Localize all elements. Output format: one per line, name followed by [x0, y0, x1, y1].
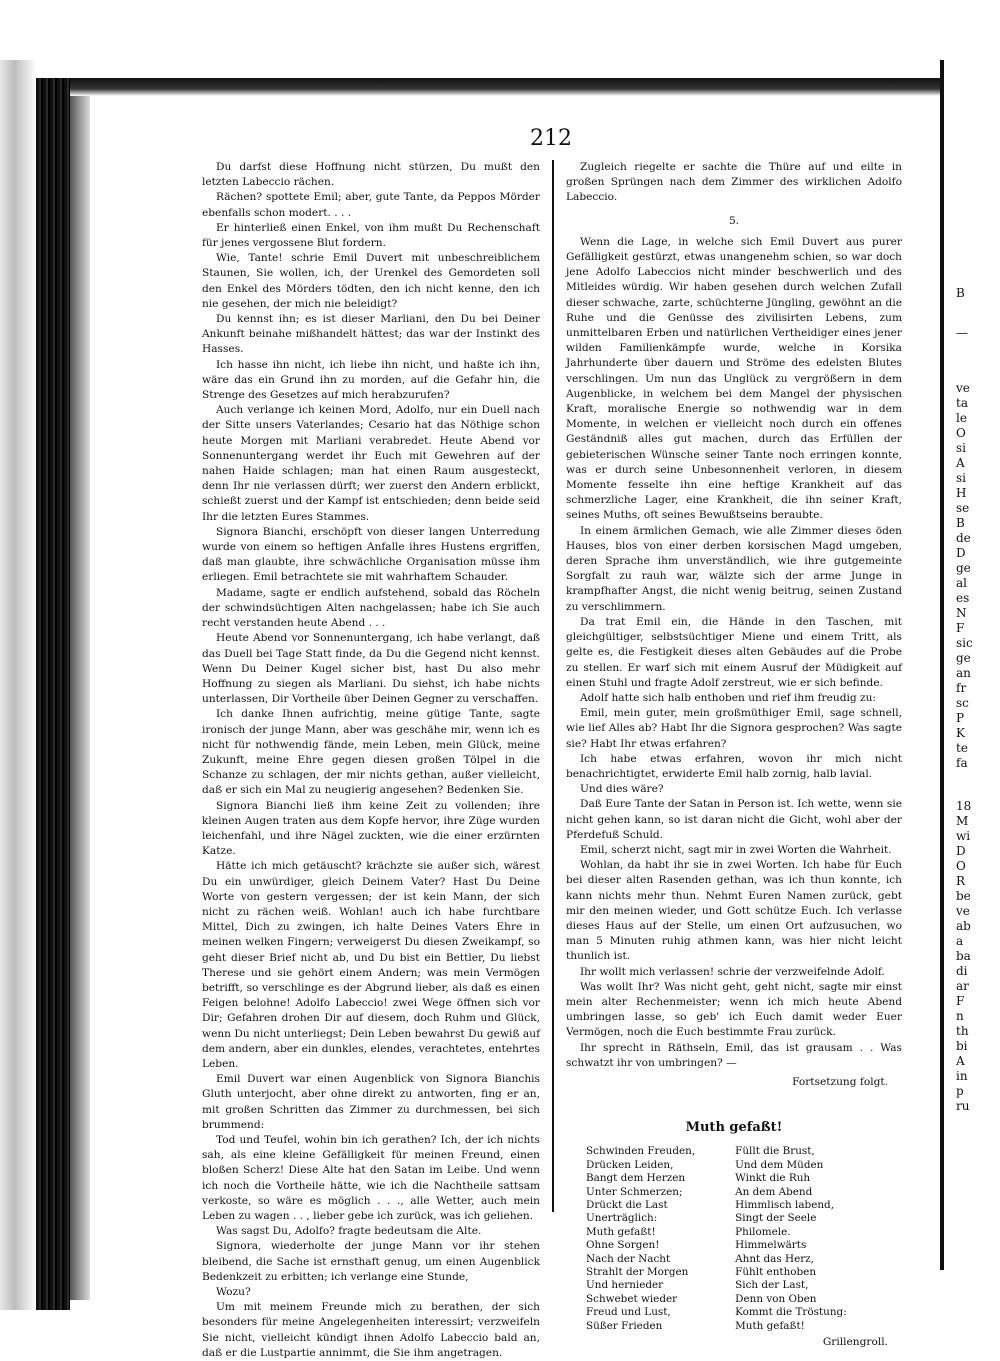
- poem-right-stanza: [735, 1145, 847, 1333]
- right-paragraph: Ich habe etwas erfahren, wovon ihr mich nicht benachrichtigtet, erwiderte Emil halb zornig, halb lavial.: [566, 752, 902, 780]
- left-paragraph: Du darfst diese Hoffnung nicht stürzen, Du mußt den letzten Labeccio rächen.: [202, 161, 540, 189]
- adjacent-page-fragment: fa: [956, 756, 968, 770]
- adjacent-page-fragment: D: [956, 546, 966, 560]
- adjacent-page-fragment: si: [956, 441, 966, 455]
- adjacent-page-fragment: ab: [956, 919, 971, 933]
- poem-line: Ohne Sorgen!: [586, 1239, 660, 1252]
- right-paragraph: Wenn die Lage, in welche sich Emil Duvert aus purer Gefälligkeit gestürzt, etwas unangenehm schien, so war doch jene Adolfo Labeccios nicht minder beschwerlich und des Mitleides würdig. Wir haben gesehen durch welchen Zufall dieser schwache, zarte, schüchterne Jüngling, gewöhnt an die Ruhe und die Genüsse des zivilisirten Lebens, zum unmittelbaren Erben und natürlichen Vertheidiger eines jener wilden Familienkämpfe wurde, welche in Korsika Jahrhunderte über dauern und Ströme des edelsten Blutes verschlingen. Um nun das Unglück zu vergrößern in dem Augenblicke, in welchem bei dem Mangel der physischen Kraft, moralische Energie so nothwendig war in dem Momente, in welchen er vielleicht noch durch ein offenes Geständniß alles gut machen, durch das Erfüllen der gebieterischen Wünsche seiner Tante noch erringen konnte, was er durch seine Unbesonnenheit verloren, in diesem Momente fesselte ihn eine heftige Krankheit auf das schmerzliche Lager, eine Krankheit, die ihn seiner Kraft, seines Muths, oft seines Bewußtseins beraubte.: [566, 235, 902, 522]
- poem-line: Singt der Seele: [735, 1212, 817, 1225]
- poem-line: Kommt die Tröstung:: [735, 1306, 847, 1319]
- adjacent-page-fragment: le: [956, 411, 967, 425]
- adjacent-page-fragment: ge: [956, 561, 971, 575]
- left-paragraph: Rächen? spottete Emil; aber, gute Tante, da Peppos Mörder ebenfalls schon modert. . . .: [202, 191, 540, 219]
- right-paragraph: Emil, mein guter, mein großmüthiger Emil, sage schnell, wie lief Alles ab? Habt Ihr die Signora gesprochen? Was sagte sie? Habt Ihr etwas erfahren?: [566, 707, 902, 750]
- adjacent-page-fragment: es: [956, 591, 970, 605]
- poem: [566, 1145, 902, 1333]
- adjacent-page-fragment: O: [956, 859, 966, 873]
- top-border-band: [70, 78, 942, 96]
- adjacent-page-fragment: K: [956, 726, 965, 740]
- adjacent-page-fragment: ve: [956, 904, 970, 918]
- poem-line: Strahlt der Morgen: [586, 1266, 689, 1279]
- adjacent-page-fragment: te: [956, 741, 968, 755]
- poem-line: Ahnt das Herz,: [735, 1252, 814, 1265]
- adjacent-page-fragment: sc: [956, 696, 969, 710]
- left-paragraph: Auch verlange ich keinen Mord, Adolfo, nur ein Duell nach der Sitte unsers Vaterlandes; Cesario hat das Nöthige schon heute Morgen mit Marliani verabredet. Heute Abend vor Sonnenuntergang werdet ihr Euch mit Gewehren auf der nahen Haide schlagen; man hat einen Raum ausgesteckt, denn Ihr nie verlassen dürft; wer zuerst den Andern erblickt, schießt zuerst und der Kampf ist entschieden; denn beide seid Ihr die letzten Eures Stammes.: [202, 404, 540, 523]
- adjacent-page-fragment: A: [956, 1054, 965, 1068]
- poem-line: Himmlisch labend,: [735, 1199, 835, 1212]
- left-paragraph: Wie, Tante! schrie Emil Duvert mit unbeschreiblichem Staunen, Sie wollen, ich, der Urenkel des Gemordeten soll den Enkel des Mörders tödten, den ich nicht kenne, den ich nie gesehen, der mich nie beleidigt?: [202, 252, 540, 310]
- right-paragraph: Wohlan, da habt ihr sie in zwei Worten. Ich habe für Euch bei dieser alten Rasenden gethan, was ich thun konnte, ich kann nichts mehr thun. Nehmt Euren Namen zurück, gebt mir den meinen wieder, und Gott schütze Euch. Ich verlasse dieses Haus auf der Stelle, um einen Ort aufzusuchen, wo man 5 Minuten ruhig athmen kann, was hier nicht leicht thunlich ist.: [566, 859, 902, 963]
- adjacent-page-fragment: sic: [956, 636, 973, 650]
- adjacent-page-fragment: ba: [956, 949, 971, 963]
- adjacent-page-fragment: se: [956, 501, 970, 515]
- column-divider: [552, 160, 554, 1212]
- adjacent-page-fragment: di: [956, 964, 968, 978]
- adjacent-page-fragment: F: [956, 621, 965, 635]
- left-paragraph: Tod und Teufel, wohin bin ich gerathen? Ich, der ich nichts sah, als eine kleine Gefälligkeit für meinen Freund, einen bloßen Scherz! Diese Alte hat den Satan im Leibe. Und wenn ich noch die Vortheile hätte, wie ich die Nachtheile sattsam verkoste, so wäre es möglich . . ., alle Wetter, auch mein Leben zu wagen . . , lieber gebe ich zurück, was ich geliehen.: [202, 1134, 540, 1223]
- adjacent-page-fragment: M: [956, 814, 969, 828]
- poem-line: Denn von Oben: [735, 1292, 817, 1305]
- adjacent-page-fragment: n: [956, 1009, 964, 1023]
- adjacent-page-fragment: a: [956, 934, 964, 948]
- left-paragraph: Du kennst ihn; es ist dieser Marliani, den Du bei Deiner Ankunft beinahe mißhandelt hättest; das war der Instinkt des Hasses.: [202, 313, 540, 356]
- poem-line: Fühlt enthoben: [735, 1266, 817, 1279]
- right-paragraph: Emil, scherzt nicht, sagt mir in zwei Worten die Wahrheit.: [580, 843, 892, 856]
- poem-line: Himmelwärts: [735, 1239, 807, 1252]
- poem-line: Freud und Lust,: [586, 1306, 671, 1319]
- poem-line: Bangt dem Herzen: [586, 1172, 686, 1185]
- adjacent-page-fragment: de: [956, 531, 971, 545]
- poem-line: Drückt die Last: [586, 1199, 668, 1212]
- adjacent-page-fragment: P: [956, 711, 965, 725]
- right-page-edge: [940, 60, 944, 1270]
- adjacent-page-fragment: ge: [956, 651, 971, 665]
- right-paragraph: Ihr sprecht in Räthseln, Emil, das ist grausam . . Was schwatzt ihr von umbringen? —: [566, 1041, 902, 1069]
- right-paragraph: Da trat Emil ein, die Hände in den Taschen, mit gleichgültiger, selbstsüchtiger Miene und einem Tritt, als gelte es, die Festigkeit dieses alten Gebäudes auf die Probe zu stellen. Er warf sich mit einem Ausruf der Müdigkeit auf einen Stuhl und fragte Adolf zerstreut, wie er sich befinde.: [566, 615, 902, 689]
- adjacent-page-fragment: H: [956, 486, 967, 500]
- poem-line: Unter Schmerzen;: [586, 1185, 683, 1198]
- adjacent-page-fragment: ru: [956, 1099, 970, 1113]
- left-paragraph: Er hinterließ einen Enkel, von ihm mußt Du Rechenschaft für jenes vergossene Blut fordern.: [202, 221, 540, 250]
- left-paragraph: Hätte ich mich getäuscht? krächzte sie außer sich, wärest Du ein unwürdiger, gleich Deinem Vater? Hast Du Deine Worte von gestern vergessen; der ist kein Mann, der sich nicht zu rächen weiß. Wohlan! auch ich habe furchtbare Mittel, Dich zu zwingen, ich halte Deines Vaters Ehre in meinen welken Fingern; verweigerst Du diesen Zweikampf, so geht dieser Brief nicht ab, und Du bist ein Bettler, Du liebst Therese und sie gehört einem Andern; was mein Vermögen betrifft, so verschlinge es der Abgrund lieber, als daß es einen Feigen belohne! Adolfo Labeccio! zwei Wege öffnen sich vor Dir; Gefahren drohen Dir auf diesem, doch Ruhm und Glück, wenn Du nicht unterliegst; Dein Leben bewahrst Du gewiß auf dem andern, aber ein dunkles, elendes, verachtetes, entehrtes Leben.: [202, 860, 540, 1070]
- adjacent-page-fragment: —: [956, 326, 968, 340]
- adjacent-page-fragment: p: [956, 1084, 964, 1098]
- poem-title: Muth gefaßt!: [685, 1120, 783, 1136]
- book-binding-shadow: [0, 60, 36, 1310]
- book-gutter: [36, 78, 70, 1310]
- adjacent-page-fragment: R: [956, 874, 966, 888]
- section-number: 5.: [728, 214, 740, 227]
- left-column: [202, 160, 540, 1361]
- adjacent-page-fragment: O: [956, 426, 966, 440]
- right-column: [566, 160, 902, 1350]
- adjacent-page-fragment: wi: [956, 829, 971, 843]
- left-paragraph: Signora Bianchi, erschöpft von dieser langen Unterredung wurde von einem so heftigen Anfalle ihres Hustens ergriffen, daß man glaubte, ihre schwächliche Organisation müsse ihm erliegen. Emil betrachtete sie mit wahrhaftem Schauder.: [202, 525, 540, 584]
- adjacent-page: [948, 90, 1000, 1270]
- adjacent-page-fragment: D: [956, 844, 966, 858]
- poem-line: Muth gefaßt!: [586, 1225, 656, 1238]
- poem-line: Muth gefaßt!: [735, 1319, 805, 1332]
- adjacent-page-fragment: th: [956, 1024, 969, 1038]
- poem-line: Nach der Nacht: [586, 1252, 671, 1265]
- adjacent-page-fragment: F: [956, 994, 965, 1008]
- adjacent-page-fragment: ar: [956, 979, 969, 993]
- adjacent-page-fragment: bi: [956, 1039, 968, 1053]
- left-paragraph: Emil Duvert war einen Augenblick von Signora Bianchis Gluth unterjocht, aber ohne direkt zu antworten, fing er an, mit großen Schritten das Zimmer zu durchmessen, bei sich brummend:: [202, 1073, 540, 1131]
- left-paragraph: Ich hasse ihn nicht, ich liebe ihn nicht, und haßte ich ihn, wäre das ein Grund ihn zu morden, auf die Gefahr hin, die Strenge des Gesetzes auf mich herabzurufen?: [202, 358, 540, 402]
- left-paragraph: Wozu?: [216, 1286, 251, 1299]
- right-paragraph: In einem ärmlichen Gemach, wie alle Zimmer dieses öden Hauses, blos von einer derben korsischen Magd umgeben, deren Sprache ihm unverständlich, wie ihre gutgemeinte Sorgfalt zu rauh war, wälzte sich der arme Junge in krampfhafter Angst, die nicht wenig beitrug, seinen Zustand zu verschlimmern.: [566, 524, 902, 613]
- adjacent-page-fragment: N: [956, 606, 967, 620]
- poem-line: Philomele.: [735, 1225, 791, 1238]
- adjacent-page-fragment: A: [956, 456, 965, 470]
- left-paragraph: Madame, sagte er endlich aufstehend, sobald das Röcheln der schwindsüchtigen Alten nachgelassen; habe ich Sie auch recht verstanden heute Abend . . .: [202, 586, 540, 630]
- left-paragraph: Ich danke Ihnen aufrichtig, meine gütige Tante, sagte ironisch der junge Mann, aber was geschähe mir, wenn ich es nicht für nothwendig fände, mein Leben, mein Glück, meine Zukunft, meine Ehre gegen diesen großen Tölpel in die Schanze zu schlagen, der mir nichts gethan, außer vielleicht, daß er sich ein Mal zu neugierig angesehen? Bedenken Sie.: [202, 708, 540, 797]
- adjacent-page-fragment: in: [956, 1069, 968, 1083]
- adjacent-page-fragment: fr: [956, 681, 967, 695]
- poem-line: Süßer Frieden: [586, 1319, 663, 1332]
- poem-line: Drücken Leiden,: [586, 1158, 674, 1171]
- left-paragraph: Was sagst Du, Adolfo? fragte bedeutsam die Alte.: [216, 1225, 482, 1238]
- page-number: 212: [530, 126, 572, 151]
- adjacent-page-fragment: 18: [956, 799, 972, 813]
- adjacent-page-fragment: ve: [956, 381, 970, 395]
- left-paragraph: Heute Abend vor Sonnenuntergang, ich habe verlangt, daß das Duell bei Tage Statt finde, da Du die Gegend nicht kennst. Wenn Du Deiner Kugel sicher bist, hast Du also mehr Hoffnung zu siegen als Marliani. Du siehst, ich habe nichts unterlassen, Dir Vortheile über Deinen Gegner zu verschaffen.: [202, 632, 540, 706]
- right-paragraph: Adolf hatte sich halb enthoben und rief ihm freudig zu:: [580, 691, 876, 704]
- poem-left-stanza: [586, 1145, 695, 1333]
- right-paragraph: Ihr wollt mich verlassen! schrie der verzweifelnde Adolf.: [580, 965, 885, 978]
- poem-line: Winkt die Ruh: [735, 1172, 811, 1185]
- poem-line: Und hernieder: [586, 1279, 664, 1292]
- left-paragraph: Signora, wiederholte der junge Mann vor ihr stehen bleibend, die Sache ist ernsthaft genug, um einen Augenblick Bedenkzeit zu erbitten; ich verlange eine Stunde,: [202, 1240, 540, 1283]
- poem-line: Unerträglich:: [586, 1212, 658, 1225]
- adjacent-page-fragment: be: [956, 889, 971, 903]
- gutter-fade: [70, 90, 90, 1300]
- poem-author: Grillengroll.: [822, 1336, 888, 1349]
- adjacent-page-fragment: B: [956, 286, 965, 300]
- poem-line: Sich der Last,: [735, 1279, 809, 1292]
- adjacent-page-fragment: si: [956, 471, 966, 485]
- right-paragraph: Was wollt Ihr? Was nicht geht, geht nicht, sagte mir einst mein alter Rechenmeister; wenn ich mich heute Abend umbringen lasse, so geb' ich Euch damit weder Euer Vermögen, noch die Euch bestimmte Frau zurück.: [566, 980, 902, 1039]
- adjacent-page-fragment: al: [956, 576, 967, 590]
- adjacent-page-fragment: B: [956, 516, 965, 530]
- left-paragraph: Signora Bianchi ließ ihm keine Zeit zu vollenden; ihre kleinen Augen traten aus dem Kopfe hervor, ihre Züge wurden leichenfahl, und ihre Nägel zuckten, wie die einer erzürnten Katze.: [202, 799, 540, 858]
- poem-line: Und dem Müden: [735, 1158, 824, 1171]
- poem-line: An dem Abend: [735, 1185, 813, 1198]
- adjacent-page-fragment: an: [956, 666, 971, 680]
- poem-line: Schwebet wieder: [586, 1292, 678, 1305]
- right-paragraph: Und dies wäre?: [580, 783, 664, 796]
- poem-line: Schwinden Freuden,: [586, 1145, 696, 1158]
- poem-line: Füllt die Brust,: [735, 1145, 815, 1158]
- right-paragraph: Daß Eure Tante der Satan in Person ist. Ich wette, wenn sie nicht gehen kann, so ist daran nicht die Gicht, wohl aber der Pferdefuß Schuld.: [566, 798, 902, 841]
- left-paragraph: Um mit meinem Freunde mich zu berathen, der sich besonders für meine Angelegenheiten interessirt; verzweifeln Sie nicht, vielleicht kündigt ihnen Adolfo Labeccio bald an, daß er die Lustpartie annimmt, die Sie ihm angetragen.: [202, 1301, 540, 1359]
- continued-note: Fortsetzung folgt.: [792, 1075, 888, 1088]
- right-opening-paragraph: Zugleich riegelte er sachte die Thüre auf und eilte in großen Sprüngen nach dem Zimmer des wirklichen Adolfo Labeccio.: [566, 161, 902, 204]
- adjacent-page-fragment: ta: [956, 396, 968, 410]
